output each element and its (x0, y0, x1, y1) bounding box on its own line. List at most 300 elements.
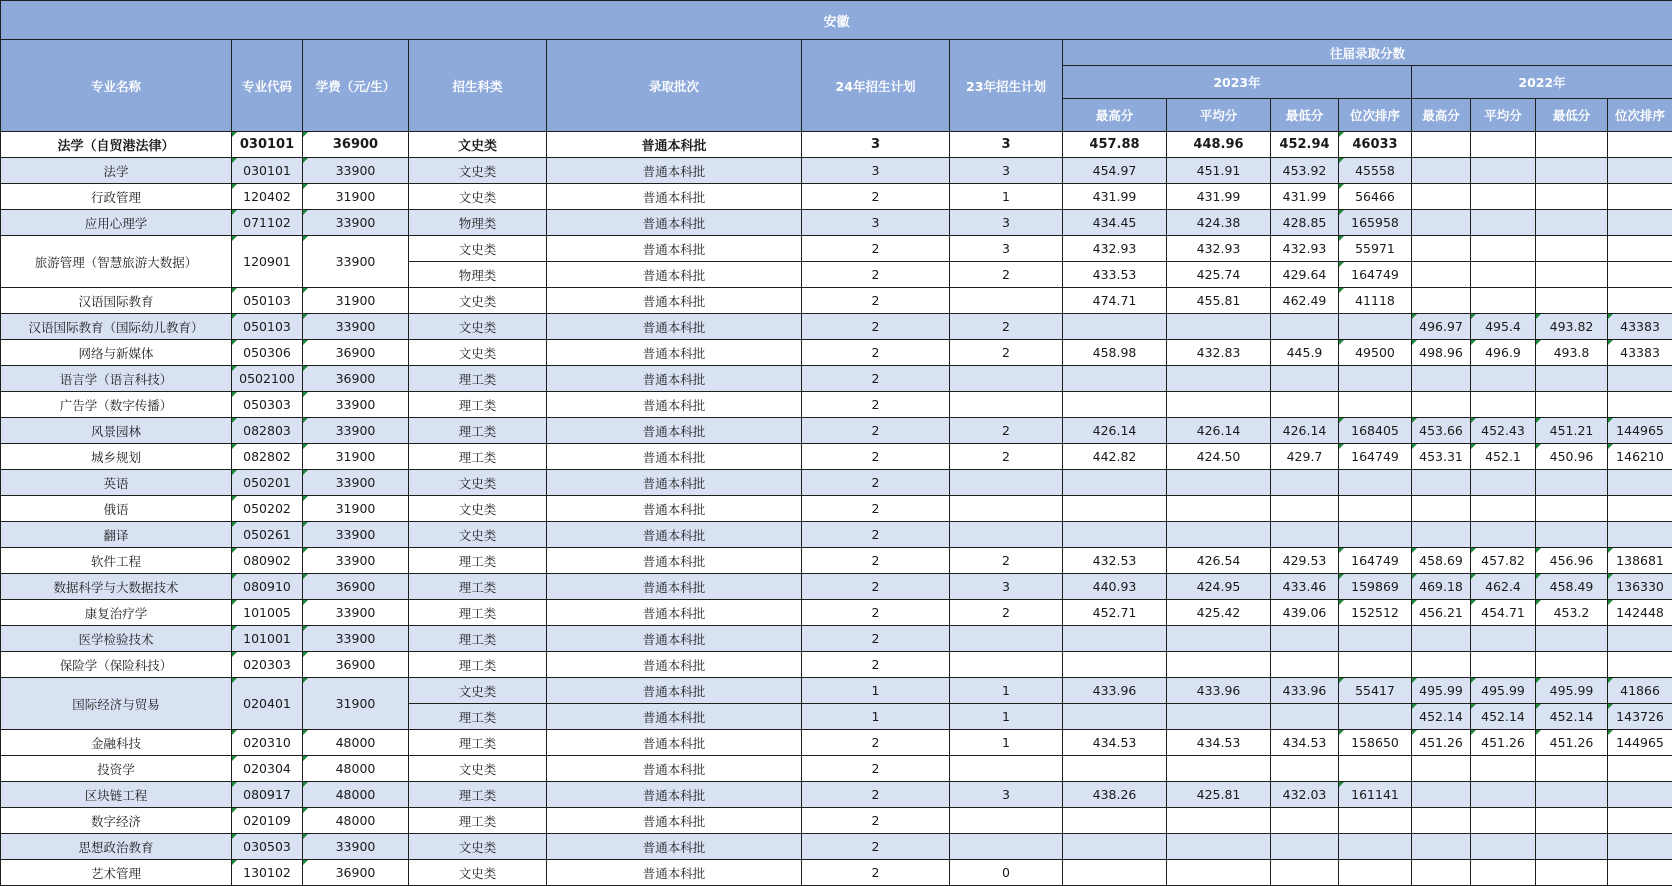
rank-2022-cell (1608, 808, 1672, 834)
tuition-cell: 33900 (303, 314, 409, 340)
plan-2023-cell: 3 (950, 158, 1063, 184)
min-score-2023-cell: 426.14 (1271, 418, 1339, 444)
avg-score-2022-cell (1471, 652, 1536, 678)
subject-category-cell: 理工类 (409, 652, 547, 678)
rank-2022-cell (1608, 470, 1672, 496)
plan-2024-cell: 2 (802, 392, 950, 418)
subject-category-cell: 文史类 (409, 340, 547, 366)
major-code-cell: 130102 (232, 860, 303, 886)
avg-score-2022-cell: 454.71 (1471, 600, 1536, 626)
rank-2023-cell: 46033 (1339, 132, 1412, 158)
header-subject: 招生科类 (409, 40, 547, 132)
table-row (1, 392, 1672, 418)
plan-2024-cell: 2 (802, 574, 950, 600)
subject-category-cell: 理工类 (409, 444, 547, 470)
admission-batch-cell: 普通本科批 (547, 340, 802, 366)
avg-score-2023-cell (1167, 496, 1271, 522)
min-score-2023-cell: 453.92 (1271, 158, 1339, 184)
plan-2024-cell: 2 (802, 366, 950, 392)
plan-2024-cell: 2 (802, 262, 950, 288)
major-code-cell: 050103 (232, 314, 303, 340)
tuition-cell: 33900 (303, 210, 409, 236)
subject-category-cell: 理工类 (409, 600, 547, 626)
avg-score-2023-cell: 451.91 (1167, 158, 1271, 184)
min-score-2023-cell: 433.46 (1271, 574, 1339, 600)
min-score-2023-cell (1271, 366, 1339, 392)
min-score-2023-cell: 429.53 (1271, 548, 1339, 574)
subject-category-cell: 文史类 (409, 184, 547, 210)
table-row (1, 522, 1672, 548)
major-name-cell: 网络与新媒体 (1, 340, 232, 366)
rank-2022-cell: 144965 (1608, 730, 1672, 756)
rank-2023-cell (1339, 652, 1412, 678)
table-row (1, 418, 1672, 444)
avg-score-2023-cell: 424.95 (1167, 574, 1271, 600)
rank-2023-cell (1339, 704, 1412, 730)
avg-score-2023-cell (1167, 470, 1271, 496)
max-score-2023-cell (1063, 314, 1167, 340)
min-score-2022-cell (1536, 392, 1608, 418)
min-score-2023-cell: 429.64 (1271, 262, 1339, 288)
max-score-2023-cell: 433.53 (1063, 262, 1167, 288)
admission-batch-cell: 普通本科批 (547, 262, 802, 288)
major-code-cell: 030503 (232, 834, 303, 860)
major-code-cell: 082803 (232, 418, 303, 444)
header-max-2023: 最高分 (1063, 99, 1167, 132)
plan-2023-cell: 2 (950, 340, 1063, 366)
admission-batch-cell: 普通本科批 (547, 678, 802, 704)
major-code-cell: 0502100 (232, 366, 303, 392)
max-score-2023-cell (1063, 756, 1167, 782)
major-name-cell: 金融科技 (1, 730, 232, 756)
table-row (1, 288, 1672, 314)
avg-score-2022-cell: 495.4 (1471, 314, 1536, 340)
max-score-2023-cell (1063, 522, 1167, 548)
admission-batch-cell: 普通本科批 (547, 496, 802, 522)
min-score-2022-cell (1536, 210, 1608, 236)
avg-score-2023-cell (1167, 652, 1271, 678)
avg-score-2023-cell: 431.99 (1167, 184, 1271, 210)
tuition-cell: 31900 (303, 288, 409, 314)
avg-score-2023-cell: 425.74 (1167, 262, 1271, 288)
plan-2024-cell: 3 (802, 210, 950, 236)
plan-2023-cell: 2 (950, 444, 1063, 470)
avg-score-2022-cell: 462.4 (1471, 574, 1536, 600)
max-score-2022-cell (1412, 496, 1471, 522)
major-name-cell: 数字经济 (1, 808, 232, 834)
max-score-2022-cell (1412, 210, 1471, 236)
header-code: 专业代码 (232, 40, 303, 132)
admission-batch-cell: 普通本科批 (547, 730, 802, 756)
min-score-2022-cell (1536, 262, 1608, 288)
max-score-2023-cell (1063, 652, 1167, 678)
min-score-2023-cell (1271, 808, 1339, 834)
rank-2022-cell: 43383 (1608, 314, 1672, 340)
table-row (1, 340, 1672, 366)
plan-2023-cell: 1 (950, 730, 1063, 756)
min-score-2022-cell (1536, 288, 1608, 314)
subject-category-cell: 文史类 (409, 470, 547, 496)
rank-2023-cell: 164749 (1339, 548, 1412, 574)
min-score-2022-cell: 458.49 (1536, 574, 1608, 600)
tuition-cell: 48000 (303, 756, 409, 782)
avg-score-2023-cell: 425.42 (1167, 600, 1271, 626)
rank-2023-cell: 159869 (1339, 574, 1412, 600)
subject-category-cell: 文史类 (409, 314, 547, 340)
header-batch: 录取批次 (547, 40, 802, 132)
rank-2023-cell: 55417 (1339, 678, 1412, 704)
avg-score-2023-cell (1167, 522, 1271, 548)
plan-2024-cell: 2 (802, 652, 950, 678)
tuition-cell: 33900 (303, 158, 409, 184)
major-name-cell: 保险学（保险科技） (1, 652, 232, 678)
min-score-2023-cell (1271, 314, 1339, 340)
plan-2024-cell: 2 (802, 444, 950, 470)
rank-2023-cell (1339, 392, 1412, 418)
rank-2023-cell: 164749 (1339, 262, 1412, 288)
subject-category-cell: 理工类 (409, 418, 547, 444)
min-score-2023-cell: 431.99 (1271, 184, 1339, 210)
avg-score-2023-cell (1167, 366, 1271, 392)
plan-2024-cell: 2 (802, 236, 950, 262)
max-score-2022-cell (1412, 288, 1471, 314)
avg-score-2022-cell: 451.26 (1471, 730, 1536, 756)
rank-2022-cell: 41866 (1608, 678, 1672, 704)
tuition-cell: 33900 (303, 392, 409, 418)
major-name-cell: 旅游管理（智慧旅游大数据） (1, 236, 232, 288)
major-code-cell: 020303 (232, 652, 303, 678)
max-score-2023-cell (1063, 860, 1167, 886)
avg-score-2022-cell (1471, 210, 1536, 236)
min-score-2023-cell (1271, 652, 1339, 678)
rank-2022-cell (1608, 236, 1672, 262)
subject-category-cell: 理工类 (409, 730, 547, 756)
min-score-2022-cell (1536, 522, 1608, 548)
plan-2024-cell: 2 (802, 470, 950, 496)
major-name-cell: 风景园林 (1, 418, 232, 444)
plan-2024-cell: 3 (802, 132, 950, 158)
major-code-cell: 020401 (232, 678, 303, 730)
plan-2024-cell: 2 (802, 418, 950, 444)
min-score-2023-cell: 432.93 (1271, 236, 1339, 262)
rank-2022-cell (1608, 132, 1672, 158)
max-score-2023-cell: 442.82 (1063, 444, 1167, 470)
plan-2024-cell: 2 (802, 548, 950, 574)
subject-category-cell: 文史类 (409, 158, 547, 184)
major-code-cell: 050261 (232, 522, 303, 548)
table-row (1, 808, 1672, 834)
table-row (1, 470, 1672, 496)
min-score-2022-cell: 456.96 (1536, 548, 1608, 574)
max-score-2023-cell: 431.99 (1063, 184, 1167, 210)
max-score-2023-cell (1063, 808, 1167, 834)
min-score-2023-cell (1271, 704, 1339, 730)
min-score-2023-cell: 439.06 (1271, 600, 1339, 626)
rank-2023-cell: 49500 (1339, 340, 1412, 366)
min-score-2022-cell (1536, 626, 1608, 652)
max-score-2023-cell: 433.96 (1063, 678, 1167, 704)
max-score-2022-cell (1412, 184, 1471, 210)
admission-batch-cell: 普通本科批 (547, 158, 802, 184)
avg-score-2022-cell (1471, 496, 1536, 522)
min-score-2022-cell (1536, 756, 1608, 782)
plan-2024-cell: 2 (802, 808, 950, 834)
admission-batch-cell: 普通本科批 (547, 132, 802, 158)
header-year-2023: 2023年 (1063, 66, 1412, 99)
min-score-2022-cell (1536, 132, 1608, 158)
min-score-2022-cell: 493.82 (1536, 314, 1608, 340)
subject-category-cell: 文史类 (409, 288, 547, 314)
major-code-cell: 082802 (232, 444, 303, 470)
avg-score-2023-cell (1167, 392, 1271, 418)
avg-score-2023-cell (1167, 860, 1271, 886)
header-past-scores: 往届录取分数 (1063, 40, 1672, 66)
major-name-cell: 语言学（语言科技） (1, 366, 232, 392)
min-score-2022-cell: 451.21 (1536, 418, 1608, 444)
max-score-2023-cell (1063, 366, 1167, 392)
min-score-2023-cell: 434.53 (1271, 730, 1339, 756)
max-score-2023-cell: 426.14 (1063, 418, 1167, 444)
plan-2023-cell: 3 (950, 574, 1063, 600)
admission-batch-cell: 普通本科批 (547, 236, 802, 262)
plan-2023-cell (950, 288, 1063, 314)
min-score-2022-cell (1536, 470, 1608, 496)
header-avg-2023: 平均分 (1167, 99, 1271, 132)
tuition-cell: 33900 (303, 548, 409, 574)
header-fee: 学费（元/生） (303, 40, 409, 132)
min-score-2022-cell (1536, 652, 1608, 678)
max-score-2022-cell: 496.97 (1412, 314, 1471, 340)
avg-score-2022-cell (1471, 860, 1536, 886)
avg-score-2022-cell (1471, 782, 1536, 808)
min-score-2023-cell (1271, 522, 1339, 548)
tuition-cell: 36900 (303, 574, 409, 600)
min-score-2022-cell: 452.14 (1536, 704, 1608, 730)
plan-2023-cell (950, 522, 1063, 548)
subject-category-cell: 理工类 (409, 548, 547, 574)
rank-2023-cell: 165958 (1339, 210, 1412, 236)
plan-2023-cell: 1 (950, 184, 1063, 210)
plan-2023-cell: 0 (950, 860, 1063, 886)
subject-category-cell: 文史类 (409, 834, 547, 860)
min-score-2023-cell: 433.96 (1271, 678, 1339, 704)
max-score-2023-cell: 474.71 (1063, 288, 1167, 314)
table-row (1, 158, 1672, 184)
max-score-2023-cell: 440.93 (1063, 574, 1167, 600)
rank-2023-cell (1339, 522, 1412, 548)
table-row (1, 782, 1672, 808)
admission-batch-cell: 普通本科批 (547, 314, 802, 340)
rank-2023-cell: 161141 (1339, 782, 1412, 808)
avg-score-2022-cell (1471, 626, 1536, 652)
plan-2024-cell: 2 (802, 340, 950, 366)
tuition-cell: 31900 (303, 496, 409, 522)
max-score-2022-cell (1412, 808, 1471, 834)
max-score-2023-cell: 434.45 (1063, 210, 1167, 236)
max-score-2023-cell: 457.88 (1063, 132, 1167, 158)
avg-score-2022-cell (1471, 262, 1536, 288)
rank-2023-cell (1339, 756, 1412, 782)
min-score-2022-cell (1536, 860, 1608, 886)
max-score-2023-cell: 458.98 (1063, 340, 1167, 366)
min-score-2022-cell (1536, 808, 1608, 834)
table-row (1, 834, 1672, 860)
major-code-cell: 050303 (232, 392, 303, 418)
admission-batch-cell: 普通本科批 (547, 756, 802, 782)
max-score-2022-cell: 451.26 (1412, 730, 1471, 756)
max-score-2023-cell (1063, 470, 1167, 496)
subject-category-cell: 文史类 (409, 756, 547, 782)
max-score-2022-cell (1412, 262, 1471, 288)
plan-2023-cell (950, 470, 1063, 496)
table-row (1, 860, 1672, 886)
max-score-2022-cell (1412, 392, 1471, 418)
major-name-cell: 数据科学与大数据技术 (1, 574, 232, 600)
min-score-2022-cell: 493.8 (1536, 340, 1608, 366)
rank-2022-cell (1608, 626, 1672, 652)
plan-2023-cell: 3 (950, 132, 1063, 158)
major-name-cell: 汉语国际教育（国际幼儿教育） (1, 314, 232, 340)
major-name-cell: 法学（自贸港法律） (1, 132, 232, 158)
min-score-2023-cell: 429.7 (1271, 444, 1339, 470)
avg-score-2023-cell: 426.54 (1167, 548, 1271, 574)
avg-score-2022-cell (1471, 756, 1536, 782)
table-row (1, 236, 1672, 262)
rank-2023-cell: 56466 (1339, 184, 1412, 210)
avg-score-2022-cell: 496.9 (1471, 340, 1536, 366)
max-score-2022-cell: 453.66 (1412, 418, 1471, 444)
avg-score-2023-cell (1167, 834, 1271, 860)
admission-batch-cell: 普通本科批 (547, 288, 802, 314)
min-score-2022-cell (1536, 236, 1608, 262)
min-score-2023-cell (1271, 860, 1339, 886)
table-row (1, 600, 1672, 626)
subject-category-cell: 文史类 (409, 860, 547, 886)
max-score-2022-cell (1412, 522, 1471, 548)
header-min-2022: 最低分 (1536, 99, 1608, 132)
tuition-cell: 31900 (303, 184, 409, 210)
avg-score-2023-cell: 434.53 (1167, 730, 1271, 756)
subject-category-cell: 物理类 (409, 210, 547, 236)
min-score-2022-cell (1536, 782, 1608, 808)
tuition-cell: 33900 (303, 626, 409, 652)
major-name-cell: 广告学（数字传播） (1, 392, 232, 418)
table-row (1, 756, 1672, 782)
major-name-cell: 汉语国际教育 (1, 288, 232, 314)
tuition-cell: 48000 (303, 730, 409, 756)
rank-2022-cell (1608, 392, 1672, 418)
table-row (1, 678, 1672, 704)
max-score-2022-cell (1412, 652, 1471, 678)
min-score-2023-cell: 462.49 (1271, 288, 1339, 314)
header-year-2022: 2022年 (1412, 66, 1672, 99)
header-plan-2023: 23年招生计划 (950, 40, 1063, 132)
subject-category-cell: 文史类 (409, 678, 547, 704)
max-score-2022-cell (1412, 860, 1471, 886)
avg-score-2022-cell (1471, 158, 1536, 184)
tuition-cell: 48000 (303, 808, 409, 834)
max-score-2022-cell (1412, 756, 1471, 782)
rank-2022-cell: 142448 (1608, 600, 1672, 626)
plan-2024-cell: 1 (802, 704, 950, 730)
admission-batch-cell: 普通本科批 (547, 860, 802, 886)
max-score-2023-cell: 432.93 (1063, 236, 1167, 262)
avg-score-2022-cell (1471, 236, 1536, 262)
plan-2023-cell (950, 626, 1063, 652)
admission-batch-cell: 普通本科批 (547, 704, 802, 730)
admission-batch-cell: 普通本科批 (547, 626, 802, 652)
rank-2022-cell (1608, 782, 1672, 808)
max-score-2023-cell (1063, 834, 1167, 860)
table-body (1, 132, 1672, 886)
major-name-cell: 应用心理学 (1, 210, 232, 236)
tuition-cell: 33900 (303, 522, 409, 548)
major-name-cell: 医学检验技术 (1, 626, 232, 652)
min-score-2022-cell: 451.26 (1536, 730, 1608, 756)
major-code-cell: 120402 (232, 184, 303, 210)
rank-2023-cell (1339, 314, 1412, 340)
max-score-2023-cell: 454.97 (1063, 158, 1167, 184)
rank-2023-cell (1339, 626, 1412, 652)
rank-2022-cell (1608, 184, 1672, 210)
subject-category-cell: 文史类 (409, 236, 547, 262)
subject-category-cell: 理工类 (409, 626, 547, 652)
header-min-2023: 最低分 (1271, 99, 1339, 132)
major-code-cell: 050103 (232, 288, 303, 314)
avg-score-2023-cell (1167, 626, 1271, 652)
admission-batch-cell: 普通本科批 (547, 184, 802, 210)
avg-score-2023-cell (1167, 704, 1271, 730)
header-avg-2022: 平均分 (1471, 99, 1536, 132)
rank-2023-cell: 168405 (1339, 418, 1412, 444)
plan-2023-cell: 2 (950, 418, 1063, 444)
table-row (1, 366, 1672, 392)
rank-2022-cell (1608, 652, 1672, 678)
max-score-2022-cell: 469.18 (1412, 574, 1471, 600)
avg-score-2022-cell: 452.43 (1471, 418, 1536, 444)
max-score-2023-cell (1063, 392, 1167, 418)
rank-2023-cell (1339, 808, 1412, 834)
min-score-2023-cell: 432.03 (1271, 782, 1339, 808)
rank-2022-cell: 43383 (1608, 340, 1672, 366)
max-score-2022-cell (1412, 366, 1471, 392)
plan-2023-cell: 2 (950, 314, 1063, 340)
min-score-2023-cell (1271, 756, 1339, 782)
major-code-cell: 120901 (232, 236, 303, 288)
max-score-2022-cell: 495.99 (1412, 678, 1471, 704)
major-name-cell: 法学 (1, 158, 232, 184)
plan-2024-cell: 2 (802, 782, 950, 808)
avg-score-2022-cell: 457.82 (1471, 548, 1536, 574)
subject-category-cell: 理工类 (409, 782, 547, 808)
min-score-2023-cell: 445.9 (1271, 340, 1339, 366)
subject-category-cell: 理工类 (409, 574, 547, 600)
admission-batch-cell: 普通本科批 (547, 210, 802, 236)
major-name-cell: 艺术管理 (1, 860, 232, 886)
avg-score-2022-cell (1471, 288, 1536, 314)
avg-score-2022-cell (1471, 132, 1536, 158)
avg-score-2022-cell (1471, 834, 1536, 860)
plan-2024-cell: 2 (802, 314, 950, 340)
plan-2024-cell: 2 (802, 860, 950, 886)
rank-2023-cell (1339, 470, 1412, 496)
plan-2023-cell: 2 (950, 600, 1063, 626)
table-row (1, 626, 1672, 652)
avg-score-2023-cell (1167, 756, 1271, 782)
plan-2024-cell: 2 (802, 834, 950, 860)
rank-2023-cell: 45558 (1339, 158, 1412, 184)
admission-batch-cell: 普通本科批 (547, 574, 802, 600)
